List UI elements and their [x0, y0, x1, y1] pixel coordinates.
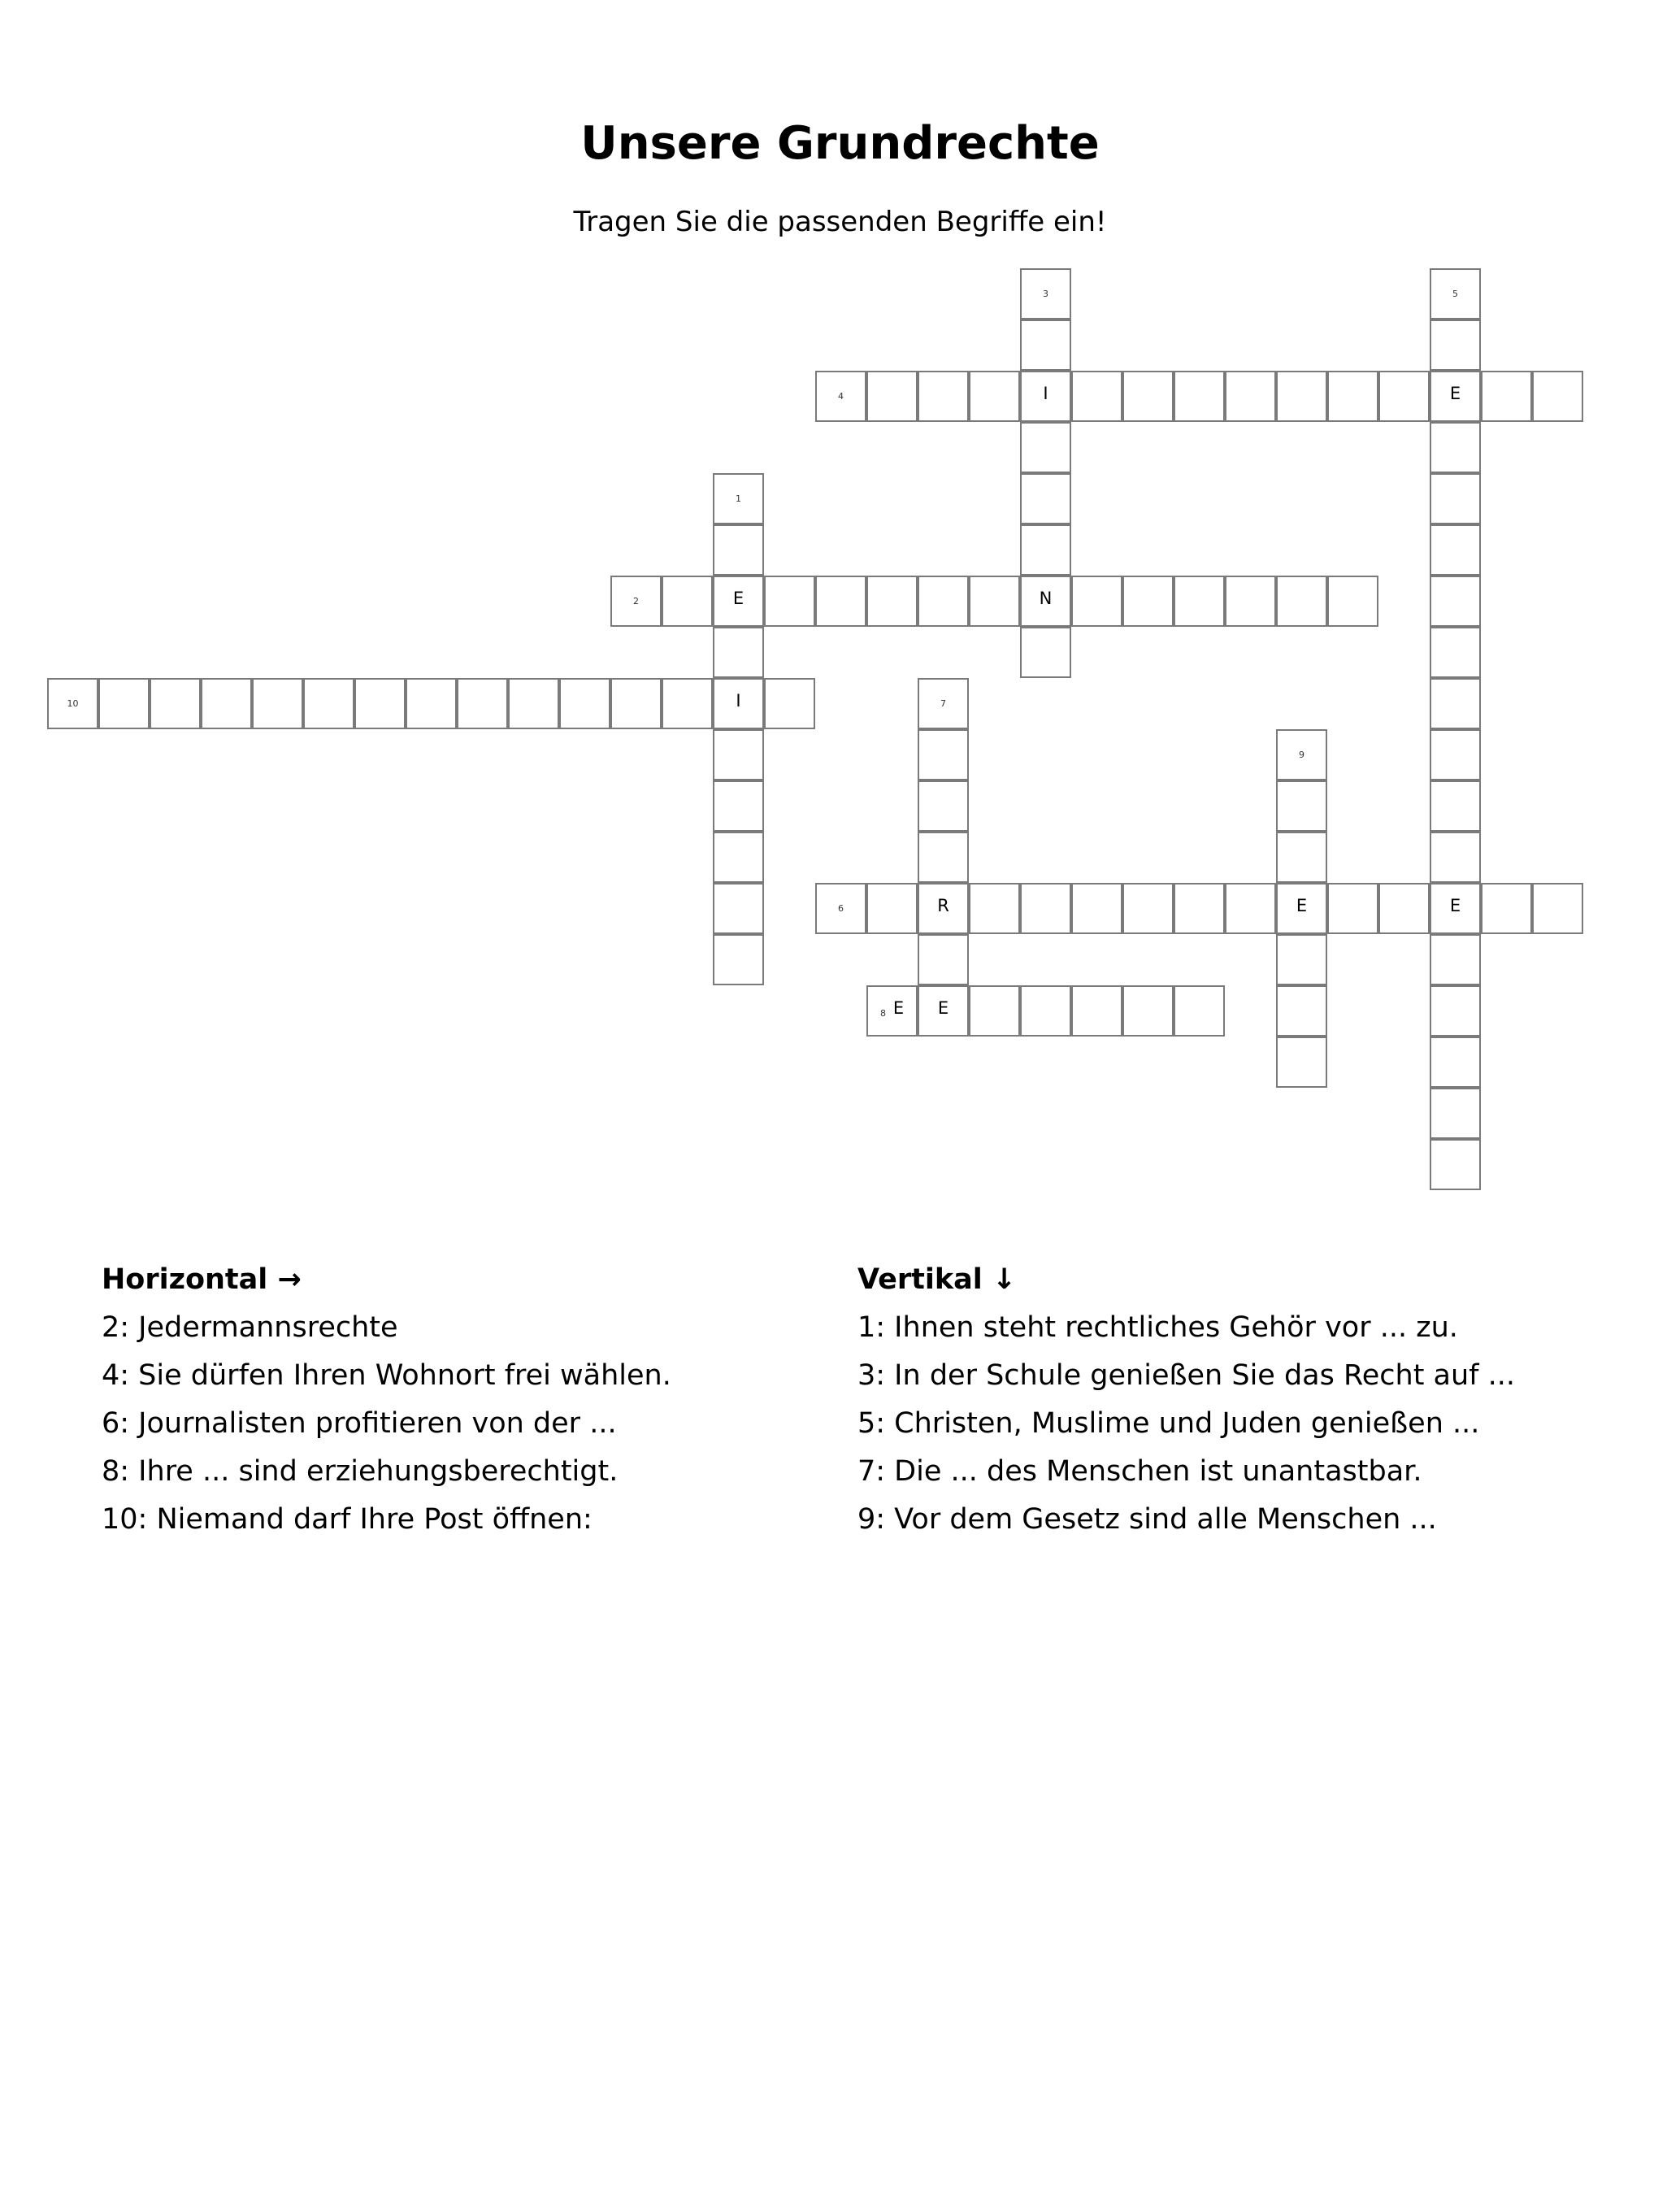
- crossword-cell[interactable]: [508, 678, 559, 729]
- crossword-cell[interactable]: [1276, 985, 1327, 1037]
- crossword-cell[interactable]: [1276, 780, 1327, 832]
- crossword-cell[interactable]: [969, 371, 1020, 422]
- crossword-cell[interactable]: [764, 576, 815, 627]
- clue-number: 3: [1043, 289, 1048, 299]
- crossword-cell[interactable]: [1276, 371, 1327, 422]
- clue-across-4: 4: Sie dürfen Ihren Wohnort frei wählen.: [102, 1359, 671, 1392]
- given-letter: I: [736, 691, 741, 711]
- crossword-cell[interactable]: [1430, 268, 1481, 319]
- crossword-cell[interactable]: [918, 985, 969, 1037]
- crossword-cell[interactable]: [713, 524, 764, 576]
- crossword-cell[interactable]: [1225, 883, 1276, 934]
- crossword-cell[interactable]: [713, 729, 764, 780]
- crossword-cell[interactable]: [866, 985, 918, 1037]
- crossword-cell[interactable]: [1122, 576, 1174, 627]
- crossword-cell[interactable]: [1276, 832, 1327, 883]
- crossword-cell[interactable]: [713, 883, 764, 934]
- crossword-cell[interactable]: [1071, 985, 1122, 1037]
- crossword-cell[interactable]: [1430, 780, 1481, 832]
- crossword-cell[interactable]: [1430, 832, 1481, 883]
- crossword-cell[interactable]: [1020, 627, 1071, 678]
- given-letter: E: [1296, 896, 1308, 915]
- given-letter: I: [1043, 384, 1048, 403]
- crossword-cell[interactable]: [201, 678, 252, 729]
- crossword-cell[interactable]: [1225, 371, 1276, 422]
- crossword-cell[interactable]: [1430, 729, 1481, 780]
- crossword-cell[interactable]: [1430, 473, 1481, 524]
- crossword-cell[interactable]: [1020, 422, 1071, 473]
- crossword-cell[interactable]: [662, 576, 713, 627]
- crossword-cell[interactable]: [918, 729, 969, 780]
- crossword-cell[interactable]: [1430, 371, 1481, 422]
- crossword-cell[interactable]: [1430, 985, 1481, 1037]
- crossword-cell[interactable]: [1378, 371, 1430, 422]
- crossword-cell[interactable]: [713, 627, 764, 678]
- crossword-cell[interactable]: [1430, 319, 1481, 371]
- crossword-cell[interactable]: [1071, 883, 1122, 934]
- crossword-cell[interactable]: [1122, 883, 1174, 934]
- page-title: Unsere Grundrechte: [580, 117, 1100, 170]
- crossword-cell[interactable]: [1430, 524, 1481, 576]
- crossword-cell[interactable]: [918, 780, 969, 832]
- crossword-cell[interactable]: [1276, 1037, 1327, 1088]
- crossword-cell[interactable]: [1532, 883, 1583, 934]
- crossword-cell[interactable]: [1327, 883, 1378, 934]
- crossword-cell[interactable]: [1122, 371, 1174, 422]
- clue-number: 4: [838, 391, 844, 402]
- crossword-cell[interactable]: [610, 678, 662, 729]
- crossword-cell[interactable]: [1327, 371, 1378, 422]
- crossword-cell[interactable]: [406, 678, 457, 729]
- clue-number: 9: [1299, 750, 1304, 760]
- crossword-cell[interactable]: [1020, 985, 1071, 1037]
- crossword-cell[interactable]: [1327, 576, 1378, 627]
- clue-number: 1: [736, 493, 741, 504]
- clue-number: 5: [1452, 289, 1458, 299]
- crossword-cell[interactable]: [1020, 473, 1071, 524]
- crossword-cell[interactable]: [815, 883, 866, 934]
- crossword-cell[interactable]: [1430, 1088, 1481, 1139]
- crossword-cell[interactable]: [1430, 1139, 1481, 1190]
- clue-number: 6: [838, 903, 844, 914]
- given-letter: E: [892, 998, 905, 1018]
- crossword-cell[interactable]: [969, 883, 1020, 934]
- crossword-cell[interactable]: [918, 576, 969, 627]
- crossword-cell[interactable]: [559, 678, 610, 729]
- crossword-cell[interactable]: [815, 576, 866, 627]
- crossword-cell[interactable]: [918, 371, 969, 422]
- clue-down-9: 9: Vor dem Gesetz sind alle Menschen ...: [857, 1503, 1437, 1536]
- crossword-cell[interactable]: [1430, 934, 1481, 985]
- clues-across-heading: Horizontal →: [102, 1263, 302, 1296]
- given-letter: N: [1039, 589, 1053, 608]
- crossword-cell[interactable]: [969, 576, 1020, 627]
- clue-down-1: 1: Ihnen steht rechtliches Gehör vor ... zu.: [857, 1311, 1458, 1344]
- given-letter: E: [732, 589, 744, 608]
- crossword-cell[interactable]: [303, 678, 354, 729]
- crossword-cell[interactable]: [457, 678, 508, 729]
- crossword-cell[interactable]: [713, 576, 764, 627]
- crossword-cell[interactable]: [713, 678, 764, 729]
- crossword-cell[interactable]: [713, 832, 764, 883]
- given-letter: E: [1449, 384, 1461, 403]
- crossword-cell[interactable]: [1071, 576, 1122, 627]
- crossword-cell[interactable]: [1276, 729, 1327, 780]
- clue-number: 7: [940, 698, 946, 709]
- crossword-cell[interactable]: [918, 678, 969, 729]
- crossword-cell[interactable]: [98, 678, 150, 729]
- clue-down-3: 3: In der Schule genießen Sie das Recht auf ...: [857, 1359, 1515, 1392]
- crossword-cell[interactable]: [1430, 883, 1481, 934]
- crossword-cell[interactable]: [47, 678, 98, 729]
- crossword-cell[interactable]: [1481, 883, 1532, 934]
- clues-across: [102, 1256, 671, 1544]
- crossword-cell[interactable]: [764, 678, 815, 729]
- crossword-cell[interactable]: [866, 576, 918, 627]
- crossword-cell[interactable]: [866, 371, 918, 422]
- clue-across-8: 8: Ihre ... sind erziehungsberechtigt.: [102, 1455, 619, 1488]
- crossword-cell[interactable]: [1481, 371, 1532, 422]
- crossword-cell[interactable]: [815, 371, 866, 422]
- clue-down-5: 5: Christen, Muslime und Juden genießen ...: [857, 1407, 1480, 1440]
- crossword-cell[interactable]: [1174, 576, 1225, 627]
- crossword-cell[interactable]: [918, 934, 969, 985]
- crossword-cell[interactable]: [713, 473, 764, 524]
- crossword-cell[interactable]: [918, 883, 969, 934]
- crossword-cell[interactable]: [1430, 576, 1481, 627]
- crossword-cell[interactable]: [1020, 524, 1071, 576]
- clue-across-6: 6: Journalisten profitieren von der ...: [102, 1407, 617, 1440]
- crossword-cell[interactable]: [1020, 371, 1071, 422]
- clue-down-7: 7: Die ... des Menschen ist unantastbar.: [857, 1455, 1422, 1488]
- clues-down-heading: Vertikal ↓: [857, 1263, 1017, 1296]
- given-letter: E: [937, 998, 949, 1018]
- clue-number: 8: [880, 1008, 886, 1019]
- crossword-cell[interactable]: [1071, 371, 1122, 422]
- crossword-cell[interactable]: [662, 678, 713, 729]
- crossword-cell[interactable]: [713, 934, 764, 985]
- crossword-cell[interactable]: [1276, 883, 1327, 934]
- clue-number: 2: [633, 596, 639, 606]
- crossword-cell[interactable]: [1020, 268, 1071, 319]
- clue-across-10: 10: Niemand darf Ihre Post öffnen:: [102, 1503, 593, 1536]
- crossword-cell[interactable]: [1225, 576, 1276, 627]
- clues-down: [857, 1256, 1515, 1544]
- crossword-cell[interactable]: [1020, 319, 1071, 371]
- clue-number: 10: [67, 698, 79, 709]
- crossword-cell[interactable]: [1122, 985, 1174, 1037]
- crossword-cell[interactable]: [610, 576, 662, 627]
- crossword-cell[interactable]: [1020, 576, 1071, 627]
- crossword-cell[interactable]: [969, 985, 1020, 1037]
- crossword-cell[interactable]: [1430, 422, 1481, 473]
- crossword-cell[interactable]: [1430, 678, 1481, 729]
- given-letter: R: [937, 896, 949, 915]
- instructions: Tragen Sie die passenden Begriffe ein!: [573, 206, 1107, 238]
- crossword-cell[interactable]: [713, 780, 764, 832]
- given-letter: E: [1449, 896, 1461, 915]
- crossword-cell[interactable]: [150, 678, 201, 729]
- crossword-cell[interactable]: [1532, 371, 1583, 422]
- crossword-cell[interactable]: [1174, 883, 1225, 934]
- crossword-cell[interactable]: [866, 883, 918, 934]
- clue-across-2: 2: Jedermannsrechte: [102, 1311, 398, 1344]
- crossword-cell[interactable]: [1020, 883, 1071, 934]
- crossword-cell[interactable]: [354, 678, 406, 729]
- crossword-cell[interactable]: [1276, 934, 1327, 985]
- crossword-cell[interactable]: [1174, 371, 1225, 422]
- crossword-cell[interactable]: [1430, 627, 1481, 678]
- crossword-cell[interactable]: [918, 832, 969, 883]
- crossword-cell[interactable]: [1378, 883, 1430, 934]
- crossword-cell[interactable]: [1174, 985, 1225, 1037]
- crossword-cell[interactable]: [1430, 1037, 1481, 1088]
- crossword-cell[interactable]: [1276, 576, 1327, 627]
- crossword-cell[interactable]: [252, 678, 303, 729]
